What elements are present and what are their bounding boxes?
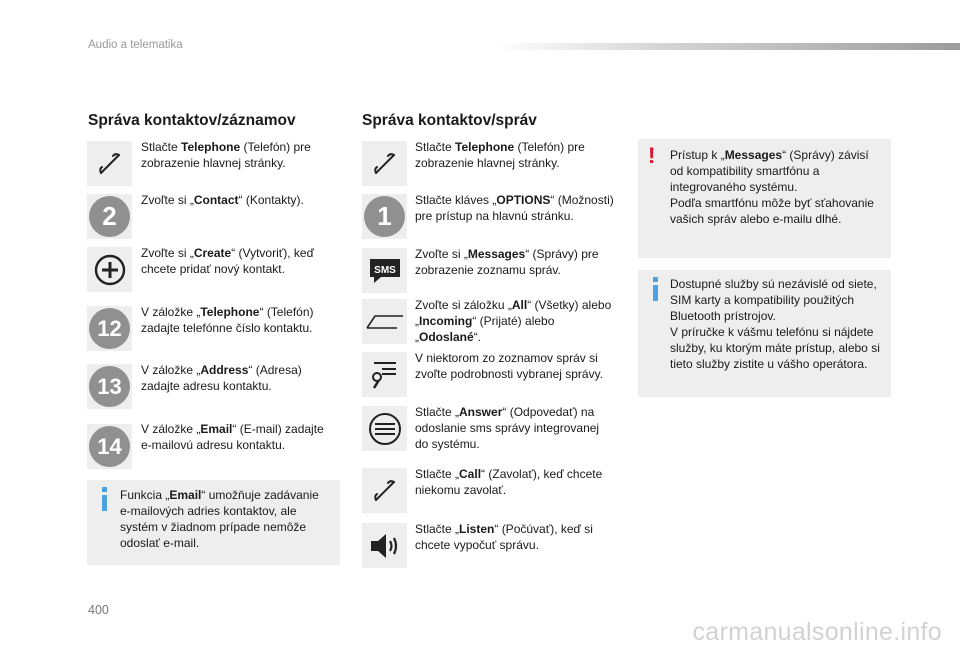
warning-icon: ! <box>648 143 656 168</box>
info-icon-bar <box>653 285 658 301</box>
sms-bubble-icon <box>362 248 407 293</box>
middle-step-3-text: Zvoľte si „Messages“ (Správy) pre zobrazenie zoznamu správ. <box>415 247 599 277</box>
left-step-5-text: V záložke „Address“ (Adresa) zadajte adresu kontaktu. <box>141 363 302 393</box>
number-1-badge: 1 <box>362 194 407 239</box>
middle-step-6-text: Stlačte „Answer“ (Odpovedať) na odoslanie sms správy integrovanej do systému. <box>415 405 600 451</box>
middle-step-5-text: V niektorom zo zoznamov správ si zvoľte podrobnosti vybranej správy. <box>415 351 604 381</box>
middle-step-7-text: Stlačte „Call“ (Zavolať), keď chcete niekomu zavolať. <box>415 467 603 497</box>
left-step-6-text: V záložke „Email“ (E-mail) zadajte e-mailovú adresu kontaktu. <box>141 422 324 452</box>
phone-handset-icon <box>87 141 132 186</box>
left-step-2-text: Zvoľte si „Contact“ (Kontakty). <box>141 193 304 207</box>
svg-text:SMS: SMS <box>373 264 396 276</box>
phone-handset-icon <box>362 141 407 186</box>
left-step-1-text: Stlačte Telephone (Telefón) pre zobrazenie hlavnej stránky. <box>141 140 311 170</box>
left-column-title: Správa kontaktov/záznamov <box>88 112 296 129</box>
answer-list-icon <box>362 406 407 451</box>
section-header: Audio a telematika <box>88 39 183 51</box>
left-step-3-text: Zvoľte si „Create“ (Vytvoriť), keď chcete pridať nový kontakt. <box>141 246 314 276</box>
info-icon <box>102 487 107 492</box>
page-number: 400 <box>88 603 109 617</box>
number-12-badge: 12 <box>87 306 132 351</box>
watermark: carmanualsonline.info <box>692 618 942 646</box>
middle-step-8-text: Stlačte „Listen“ (Počúvať), keď si chcete vypočuť správu. <box>415 522 593 552</box>
phone-handset-icon <box>362 468 407 513</box>
number-13-badge: 13 <box>87 364 132 409</box>
warning-note-text: Prístup k „Messages“ (Správy) závisí od kompatibility smartfónu a integrovaného systému. Podľa smartfónu môže byť sťahovanie vašich správ alebo e-mailu dlhé. <box>670 148 874 226</box>
tab-all-icon <box>362 299 407 344</box>
number-14-badge: 14 <box>87 424 132 469</box>
number-2-badge: 2 <box>87 194 132 239</box>
left-step-4-text: V záložke „Telephone“ (Telefón) zadajte telefónne číslo kontaktu. <box>141 305 314 335</box>
header-gradient-bar <box>495 43 960 50</box>
speaker-icon <box>362 523 407 568</box>
email-note-text: Funkcia „Email“ umožňuje zadávanie e-mailových adries kontaktov, ale systém v žiadnom prípade nemôže odoslať e-mail. <box>120 488 319 550</box>
middle-step-4-text: Zvoľte si záložku „All“ (Všetky) alebo „Incoming“ (Prijaté) alebo „Odoslané“. <box>415 298 612 344</box>
middle-column-title: Správa kontaktov/správ <box>362 112 537 129</box>
info-icon-bar <box>102 495 107 511</box>
middle-step-1-text: Stlačte Telephone (Telefón) pre zobrazenie hlavnej stránky. <box>415 140 585 170</box>
middle-step-2-text: Stlačte kláves „OPTIONS“ (Možnosti) pre prístup na hlavnú stránku. <box>415 193 614 223</box>
info-note-text: Dostupné služby sú nezávislé od siete, SIM karty a kompatibility použitých Bluetooth prístrojov. V príručke k vášmu telefónu si nájdete služby, ku ktorým máte prístup, alebo si tieto služby zistite u vášho operátora. <box>670 277 880 371</box>
plus-circle-icon <box>87 247 132 292</box>
message-detail-icon <box>362 352 407 397</box>
info-icon <box>653 277 658 282</box>
